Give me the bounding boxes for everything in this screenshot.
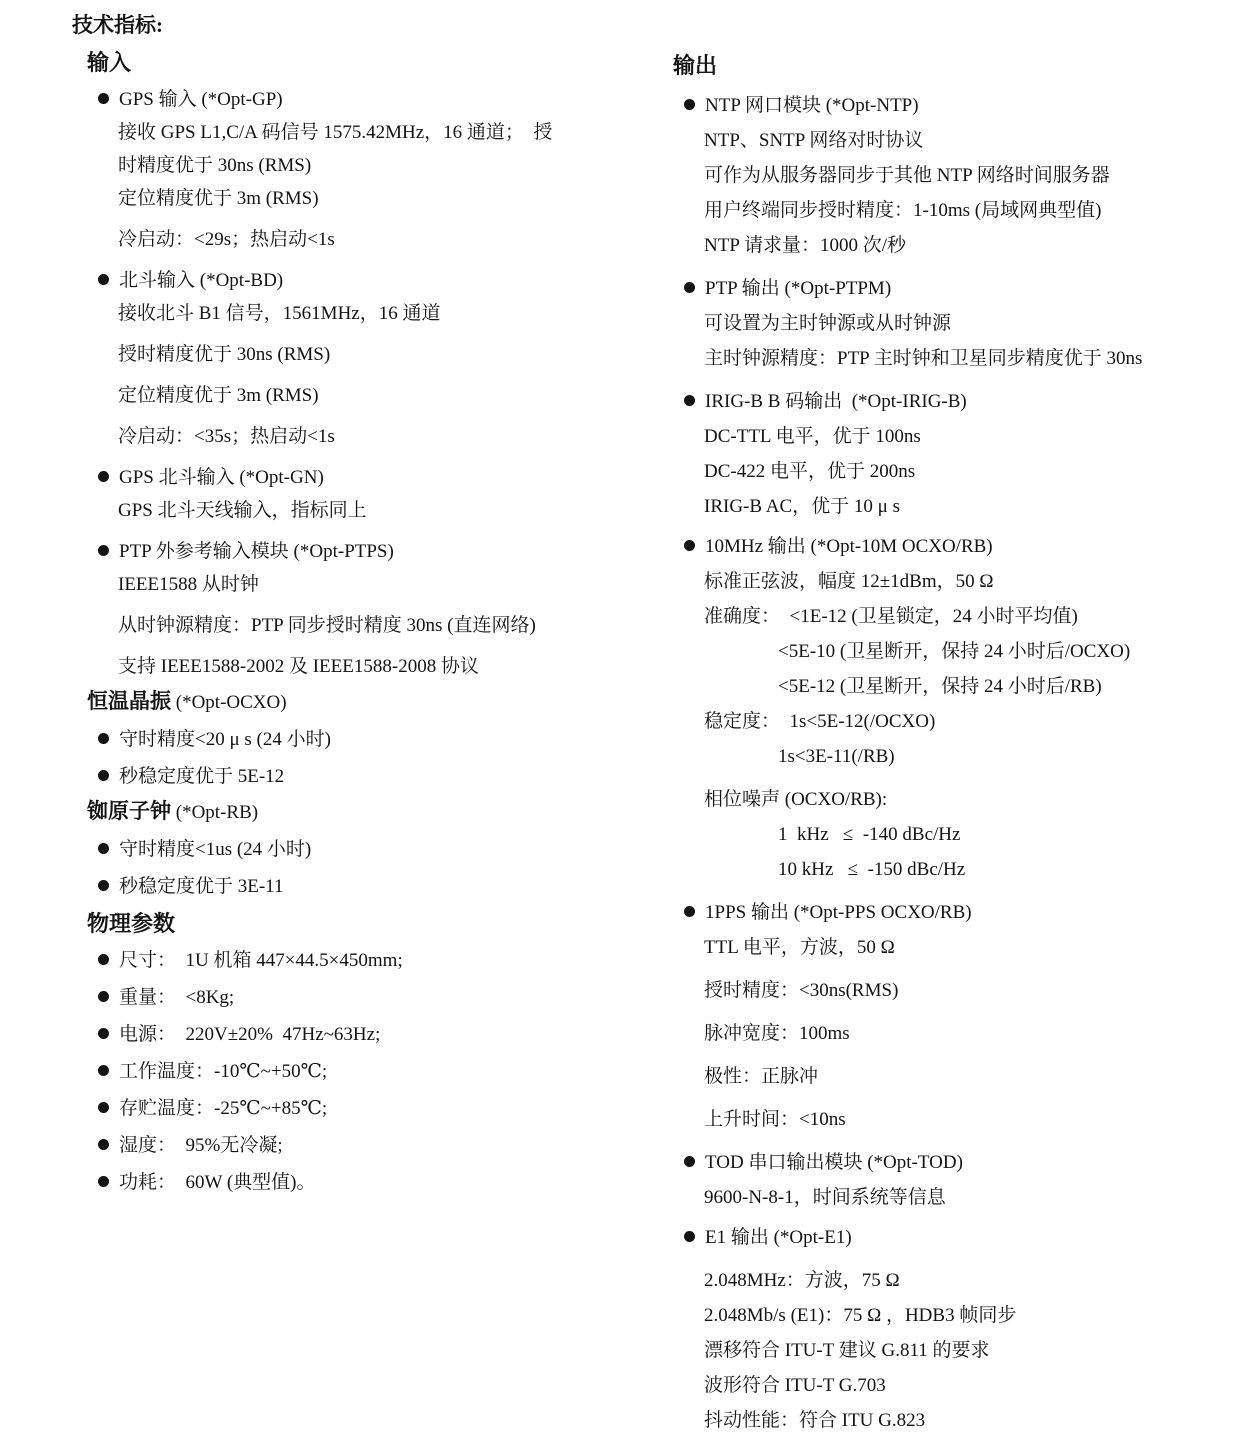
bullet-item-label: 电源： 220V±20% 47Hz~63Hz;	[119, 1024, 381, 1045]
subsection-heading-option: (*Opt-OCXO)	[171, 692, 287, 713]
bullet-icon	[98, 991, 109, 1002]
spec-line: 上升时间：<10ns	[704, 1109, 846, 1130]
spec-line: 定位精度优于 3m (RMS)	[118, 385, 319, 406]
spec-line: <5E-12 (卫星断开，保持 24 小时后/RB)	[778, 676, 1102, 697]
bullet-item	[98, 949, 657, 972]
spec-line: 接收北斗 B1 信号，1561MHz，16 通道	[118, 303, 441, 324]
bullet-item-label: 10MHz 输出 (*Opt-10M OCXO/RB)	[705, 536, 993, 557]
spec-line: 主时钟源精度：PTP 主时钟和卫星同步精度优于 30ns	[704, 348, 1143, 369]
bullet-icon	[684, 1156, 695, 1167]
bullet-item	[98, 1171, 657, 1194]
spec-line: 标准正弦波，幅度 12±1dBm，50 Ω	[704, 571, 994, 592]
section-heading: 物理参数	[87, 911, 176, 936]
bullet-item	[98, 875, 657, 898]
bullet-icon	[684, 99, 695, 110]
bullet-item	[684, 901, 1240, 924]
spec-line: GPS 北斗天线输入，指标同上	[118, 500, 367, 521]
subsection-heading-bold: 恒温晶振	[87, 689, 171, 713]
spec-line: 相位噪声 (OCXO/RB):	[704, 789, 888, 810]
section-heading: 输入	[87, 50, 132, 75]
bullet-icon	[98, 880, 109, 891]
spec-line: TTL 电平，方波，50 Ω	[704, 937, 895, 958]
spec-line: 1 kHz ≤ -140 dBc/Hz	[778, 824, 961, 845]
bullet-item	[684, 390, 1240, 413]
bullet-item-label: GPS 输入 (*Opt-GP)	[119, 89, 283, 110]
spec-line: 准确度： <1E-12 (卫星锁定，24 小时平均值)	[704, 606, 1078, 627]
bullet-item-label: 尺寸： 1U 机箱 447×44.5×450mm;	[119, 950, 403, 971]
spec-line: IRIG-B AC，优于 10 μ s	[704, 496, 900, 517]
bullet-item-label: 存贮温度：-25℃~+85℃;	[119, 1098, 328, 1119]
bullet-item	[98, 986, 657, 1009]
spec-line: 接收 GPS L1,C/A 码信号 1575.42MHz，16 通道； 授	[118, 122, 553, 143]
spec-line: 授时精度：<30ns(RMS)	[704, 980, 899, 1001]
spec-line: 时精度优于 30ns (RMS)	[118, 155, 312, 176]
bullet-item	[98, 728, 657, 751]
bullet-item	[98, 1023, 657, 1046]
bullet-item	[684, 94, 1240, 117]
bullet-item-label: 守时精度<20 μ s (24 小时)	[119, 729, 331, 750]
spec-line: 2.048Mb/s (E1)：75 Ω ，HDB3 帧同步	[704, 1305, 1017, 1326]
bullet-icon	[98, 1065, 109, 1076]
bullet-icon	[684, 282, 695, 293]
bullet-item-label: GPS 北斗输入 (*Opt-GN)	[119, 467, 324, 488]
spec-line: 定位精度优于 3m (RMS)	[118, 188, 319, 209]
section-heading: 输出	[673, 53, 718, 78]
bullet-item-label: TOD 串口输出模块 (*Opt-TOD)	[705, 1152, 963, 1173]
spec-line: 可作为从服务器同步于其他 NTP 网络时间服务器	[704, 165, 1110, 186]
subsection-heading-option: (*Opt-RB)	[171, 802, 259, 823]
bullet-item-label: 1PPS 输出 (*Opt-PPS OCXO/RB)	[705, 902, 972, 923]
bullet-item	[684, 1151, 1240, 1174]
bullet-icon	[684, 1231, 695, 1242]
spec-line: 漂移符合 ITU-T 建议 G.811 的要求	[704, 1340, 990, 1361]
spec-line: 脉冲宽度：100ms	[704, 1023, 850, 1044]
bullet-icon	[98, 1176, 109, 1187]
bullet-item	[98, 466, 657, 489]
left-column	[72, 14, 657, 1194]
spec-line: 2.048MHz：方波，75 Ω	[704, 1270, 900, 1291]
bullet-item-label: IRIG-B B 码输出 (*Opt-IRIG-B)	[705, 391, 967, 412]
bullet-item	[98, 88, 657, 111]
spec-line: 波形符合 ITU-T G.703	[704, 1375, 886, 1396]
spec-line: 极性：正脉冲	[704, 1066, 819, 1087]
subsection-heading	[87, 800, 657, 824]
spec-line: NTP、SNTP 网络对时协议	[704, 130, 924, 151]
subsection-heading-bold: 铷原子钟	[87, 799, 171, 823]
bullet-icon	[684, 906, 695, 917]
bullet-item-label: 守时精度<1us (24 小时)	[119, 839, 312, 860]
spec-line: 冷启动：<29s；热启动<1s	[118, 229, 335, 250]
bullet-item-label: PTP 外参考输入模块 (*Opt-PTPS)	[119, 541, 394, 562]
spec-line: 抖动性能：符合 ITU G.823	[704, 1410, 926, 1431]
spec-line: NTP 请求量：1000 次/秒	[704, 235, 906, 256]
bullet-item	[684, 1226, 1240, 1249]
bullet-item	[684, 277, 1240, 300]
bullet-icon	[98, 545, 109, 556]
bullet-item-label: PTP 输出 (*Opt-PTPM)	[705, 278, 892, 299]
bullet-icon	[98, 843, 109, 854]
bullet-icon	[98, 1139, 109, 1150]
bullet-item-label: 北斗输入 (*Opt-BD)	[119, 270, 284, 291]
spec-line: DC-422 电平，优于 200ns	[704, 461, 916, 482]
spec-line: 10 kHz ≤ -150 dBc/Hz	[778, 859, 966, 880]
bullet-item-label: 重量： <8Kg;	[119, 987, 235, 1008]
bullet-item	[98, 1134, 657, 1157]
right-column	[658, 42, 1240, 1432]
bullet-item-label: E1 输出 (*Opt-E1)	[705, 1227, 852, 1248]
spec-line: 1s<3E-11(/RB)	[778, 746, 895, 767]
bullet-item-label: 功耗： 60W (典型值)。	[119, 1172, 316, 1193]
bullet-item-label: NTP 网口模块 (*Opt-NTP)	[705, 95, 919, 116]
bullet-icon	[98, 1102, 109, 1113]
bullet-icon	[98, 274, 109, 285]
spec-line: 从时钟源精度：PTP 同步授时精度 30ns (直连网络)	[118, 615, 536, 636]
spec-line: 授时精度优于 30ns (RMS)	[118, 344, 331, 365]
bullet-icon	[98, 93, 109, 104]
page-title: 技术指标:	[72, 13, 163, 37]
bullet-item	[98, 1097, 657, 1120]
bullet-item	[98, 540, 657, 563]
bullet-icon	[98, 733, 109, 744]
spec-line: 支持 IEEE1588-2002 及 IEEE1588-2008 协议	[118, 656, 479, 677]
bullet-item	[98, 269, 657, 292]
spec-line: 冷启动：<35s；热启动<1s	[118, 426, 335, 447]
subsection-heading	[87, 690, 657, 714]
bullet-item	[98, 838, 657, 861]
spec-line: 用户终端同步授时精度：1-10ms (局域网典型值)	[704, 200, 1102, 221]
spec-line: IEEE1588 从时钟	[118, 574, 259, 595]
spec-line: DC-TTL 电平，优于 100ns	[704, 426, 921, 447]
bullet-item	[98, 1060, 657, 1083]
bullet-item-label: 工作温度：-10℃~+50℃;	[119, 1061, 328, 1082]
bullet-item-label: 湿度： 95%无冷凝;	[119, 1135, 283, 1156]
spec-line: 9600-N-8-1，时间系统等信息	[704, 1187, 946, 1208]
bullet-item	[98, 765, 657, 788]
spec-line: <5E-10 (卫星断开，保持 24 小时后/OCXO)	[778, 641, 1131, 662]
bullet-icon	[98, 770, 109, 781]
bullet-icon	[684, 395, 695, 406]
bullet-icon	[684, 540, 695, 551]
bullet-icon	[98, 1028, 109, 1039]
bullet-icon	[98, 954, 109, 965]
bullet-item-label: 秒稳定度优于 3E-11	[119, 876, 284, 897]
bullet-item-label: 秒稳定度优于 5E-12	[119, 766, 285, 787]
bullet-item	[684, 535, 1240, 558]
spec-line: 可设置为主时钟源或从时钟源	[704, 313, 952, 334]
spec-line: 稳定度： 1s<5E-12(/OCXO)	[704, 711, 936, 732]
bullet-icon	[98, 471, 109, 482]
